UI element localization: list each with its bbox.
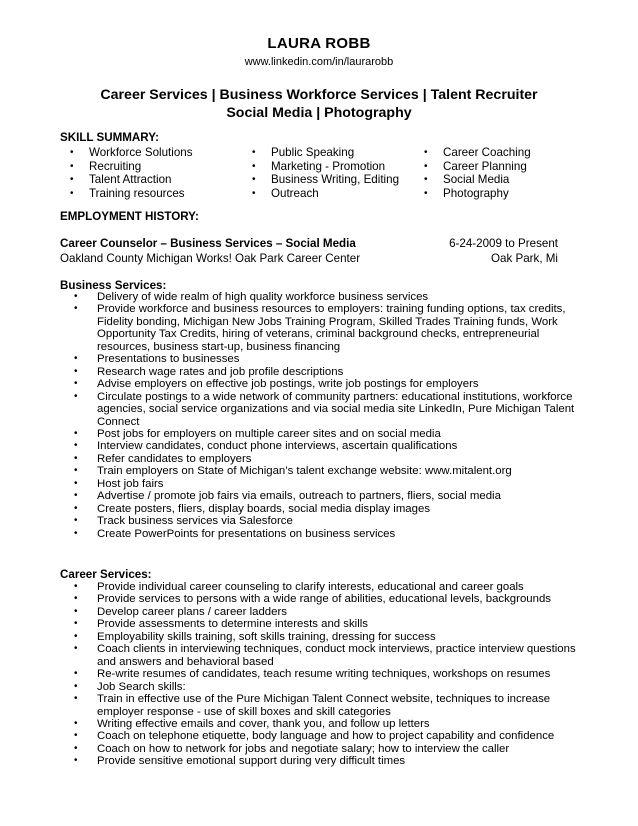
list-item: • Track business services via Salesforce [60,515,580,527]
skill-item: • Photography [414,187,531,201]
skill-item: • Recruiting [60,160,193,174]
skill-item: • Business Writing, Editing [242,173,399,187]
list-item: • Interview candidates, conduct phone interviews, ascertain qualifications [60,440,580,452]
list-item: • Advise employers on effective job postings, write job postings for employers [60,378,580,390]
skill-column-3 [414,146,531,200]
list-item: • Circulate postings to a wide network of community partners: educational institutions, workforce agencies, social service organizations and via social media site LinkedIn, Pure Michigan Talent Connect [60,391,580,428]
skill-item: • Social Media [414,173,531,187]
list-item: • Research wage rates and job profile descriptions [60,366,580,378]
list-item: • Coach on how to network for jobs and negotiate salary; how to interview the caller [60,743,580,755]
career-services-heading: Career Services: [60,568,152,581]
list-item: • Writing effective emails and cover, thank you, and follow up letters [60,718,580,730]
employer-name: Oakland County Michigan Works! Oak Park Career Center [60,252,361,265]
list-item: • Job Search skills: [60,681,580,693]
skill-column-2 [242,146,399,200]
skill-item: • Public Speaking [242,146,399,160]
job-title-row [60,237,558,251]
skill-item: • Talent Attraction [60,173,193,187]
job-dates: 6-24-2009 to Present [449,237,558,250]
list-item: • Advertise / promote job fairs via emails, outreach to partners, fliers, social media [60,490,580,502]
list-item: • Provide workforce and business resources to employers: training funding options, tax credits, Fidelity bonding, Michigan New Jobs Training Program, Skilled Trades Training funds, Work Opportunity Tax Credits, hiring of veterans, criminal background checks, entrepreneurial resources, business start-up, business financing [60,303,580,353]
business-services-heading: Business Services: [60,279,167,292]
skill-item: • Workforce Solutions [60,146,193,160]
list-item: • Host job fairs [60,478,580,490]
list-item: • Provide assessments to determine interests and skills [60,618,580,630]
list-item: • Train employers on State of Michigan’s talent exchange website: www.mitalent.org [60,465,580,477]
skill-item: • Marketing - Promotion [242,160,399,174]
list-item: • Provide individual career counseling to clarify interests, educational and career goals [60,581,580,593]
list-item: • Coach clients in interviewing techniques, conduct mock interviews, practice interview questions and answers and behavioral based [60,643,580,668]
list-item: • Coach on telephone etiquette, body language and how to project capability and confidence [60,730,580,742]
professional-headline [0,86,638,122]
employer-row [60,252,558,266]
candidate-name: LAURA ROBB [267,35,371,52]
list-item: • Re-write resumes of candidates, teach resume writing techniques, workshops on resumes [60,668,580,680]
list-item: • Refer candidates to employers [60,453,580,465]
list-item: • Post jobs for employers on multiple career sites and on social media [60,428,580,440]
skill-column-1 [60,146,193,200]
linkedin-url[interactable]: www.linkedin.com/in/laurarobb [244,56,394,68]
list-item: • Train in effective use of the Pure Michigan Talent Connect website, techniques to increase employer response - use of skill boxes and skill categories [60,693,580,718]
skill-item: • Outreach [242,187,399,201]
list-item: • Delivery of wide realm of high quality workforce business services [60,291,580,303]
skill-item: • Career Planning [414,160,531,174]
job-location: Oak Park, Mi [491,252,558,265]
business-services-list [60,291,580,540]
employment-history-heading: EMPLOYMENT HISTORY: [60,210,199,223]
skill-summary-heading: SKILL SUMMARY: [60,131,159,144]
headline-line-1: Career Services | Business Workforce Services | Talent Recruiter [100,87,538,103]
skill-item: • Training resources [60,187,193,201]
list-item: • Employability skills training, soft skills training, dressing for success [60,631,580,643]
list-item: • Provide services to persons with a wide range of abilities, educational levels, backgrounds [60,593,580,605]
list-item: • Develop career plans / career ladders [60,606,580,618]
list-item: • Provide sensitive emotional support during very difficult times [60,755,580,767]
career-services-list [60,581,580,768]
skill-item: • Career Coaching [414,146,531,160]
list-item: • Create posters, fliers, display boards, social media display images [60,503,580,515]
headline-line-2: Social Media | Photography [226,105,412,121]
list-item: • Presentations to businesses [60,353,580,365]
job-title: Career Counselor – Business Services – Social Media [60,237,356,250]
list-item: • Create PowerPoints for presentations on business services [60,528,580,540]
